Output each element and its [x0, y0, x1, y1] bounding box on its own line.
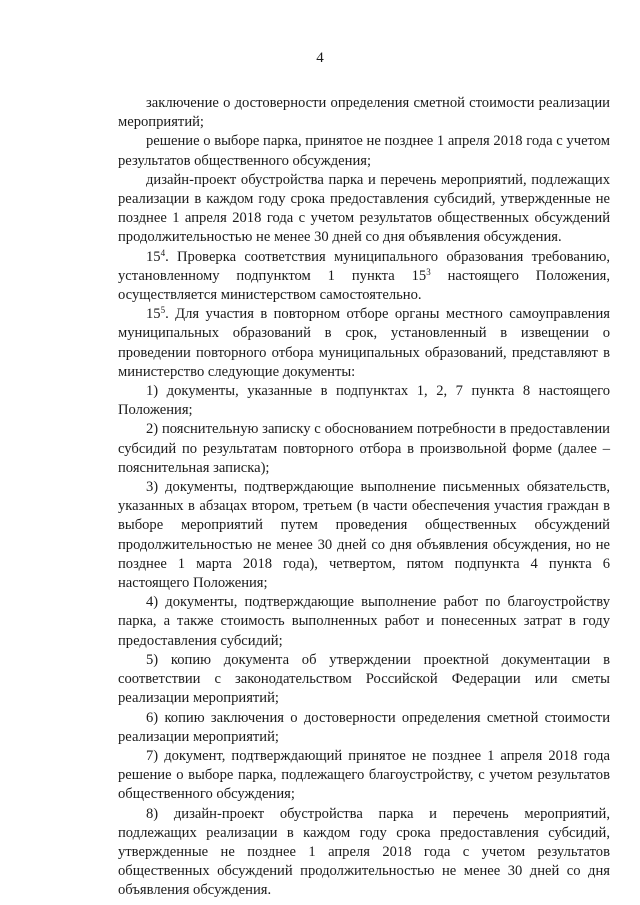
paragraph-15-5: $15^5$. Для участия в повторном отборе органы местного самоуправления муниципальных образований в срок, установленный в извещении о проведении повторного отбора муниципальных образований, представляют в министерство следующие документы: — [118, 305, 610, 380]
list-item-6: 6) копию заключения о достоверности определения сметной стоимости реализации мероприятий; — [118, 709, 610, 745]
list-item-8: 8) дизайн-проект обустройства парка и перечень мероприятий, подлежащих реализации в каждом году срока предоставления субсидий, утвержденные не позднее 1 апреля 2018 года с учетом результатов общественных обсуждений продолжительностью не менее 30 дней со дня объявления обсуждения. — [118, 805, 610, 899]
page-number: 4 — [316, 50, 324, 66]
paragraph-conclusion: заключение о достоверности определения сметной стоимости реализации мероприятий; — [118, 95, 610, 131]
list-item-4: 4) документы, подтверждающие выполнение работ по благоустройству парка, а также стоимость выполненных работ и понесенных затрат в году предоставления субсидий; — [118, 594, 610, 649]
paragraph-design-project: дизайн-проект обустройства парка и перечень мероприятий, подлежащих реализации в каждом году срока предоставления субсидий, утвержденные не позднее 1 апреля 2018 года с учетом результатов общественных обсуждений продолжительностью не менее 30 дней со дня объявления обсуждения. — [118, 171, 610, 246]
paragraph-park-decision: решение о выборе парка, принятое не позднее 1 апреля 2018 года с учетом результатов общественного обсуждения; — [118, 133, 610, 169]
list-item-2: 2) пояснительную записку с обоснованием потребности в предоставлении субсидий по результатам повторного отбора в произвольной форме (далее – пояснительная записка); — [118, 421, 610, 476]
list-item-7: 7) документ, подтверждающий принятое не позднее 1 апреля 2018 года решение о выборе парка, подлежащего благоустройству, с учетом результатов общественного обсуждения; — [118, 747, 610, 803]
list-item-1: 1) документы, указанные в подпунктах 1, 2, 7 пункта 8 настоящего Положения; — [118, 383, 610, 419]
list-item-3: 3) документы, подтверждающие выполнение письменных обязательств, указанных в абзацах втором, третьем (в части обеспечения участия граждан в выборе мероприятий путем проведения общественных обсуждений продолжительностью не менее 30 дней со дня объявления обсуждения, но не позднее 1 марта 2018 года), четвертом, пятом подпункта 4 пункта 6 настоящего Положения; — [118, 479, 610, 592]
list-item-5: 5) копию документа об утверждении проектной документации в соответствии с законодательством Российской Федерации или сметы реализации мероприятий; — [118, 651, 610, 707]
document-body — [118, 94, 610, 901]
paragraph-15-4: $15^4$. Проверка соответствия муниципального образования требованию, установленному подпунктом 1 пункта $15^3$ настоящего Положения, осуществляется министерством самостоятельно. — [118, 247, 610, 304]
